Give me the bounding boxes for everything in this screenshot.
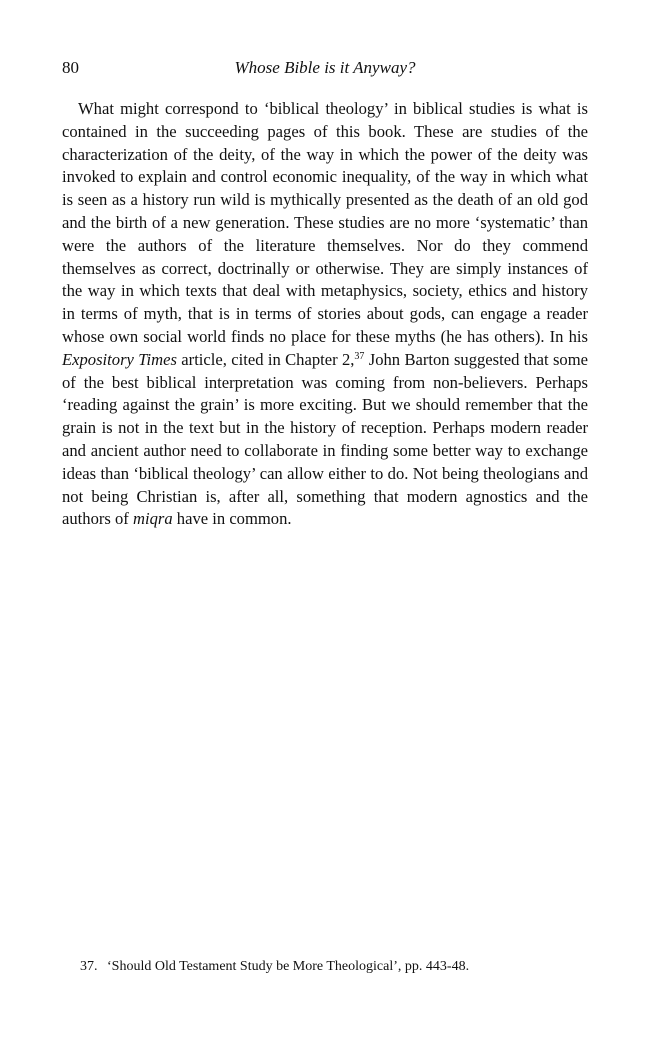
body-text-segment: have in common. <box>172 509 292 529</box>
italic-expository-times: Expository Times <box>62 349 177 369</box>
footnote-number: 37. <box>80 959 98 974</box>
body-paragraph <box>62 98 588 531</box>
body-text-segment: What might correspond to ‘biblical theology’ in biblical studies is what is contained in the succeeding pages of this book. These are studies of the characterization of the deity, of the way in which the power of the deity was invoked to explain and control economic inequality, of the way in which what is seen as a history run wild is mythically presented as the death of an old god and the birth of a new generation. These studies are no more ‘systematic’ than were the authors of the literature themselves. Nor do they commend themselves as correct, doctrinally or otherwise. They are simply instances of the way in which texts that deal with metaphysics, society, ethics and history in terms of myth, that is in terms of stories about gods, can engage a reader whose own social world finds no place for these myths (he has others). In his <box>62 99 588 346</box>
italic-miqra: miqra <box>132 509 173 529</box>
footnote-reference: 37 <box>354 350 365 362</box>
footnote-text: ‘Should Old Testament Study be More Theological’, pp. 443-48. <box>107 959 470 974</box>
page-number: 80 <box>62 58 79 77</box>
body-text-segment: John Barton suggested that some of the best biblical interpretation was coming from non-believers. Perhaps ‘reading against the grain’ is more exciting. But we should remember that the grain is not in the text but in the history of reception. Perhaps modern reader and ancient author need to collaborate in finding some better way to exchange ideas than ‘biblical theology’ can allow either to do. Not being theologians and not being Christian is, after all, something that modern agnostics and the authors of <box>62 349 588 529</box>
running-title: Whose Bible is it Anyway? <box>234 58 416 77</box>
page-header <box>62 58 588 82</box>
body-text-segment: article, cited in Chapter 2, <box>176 349 355 369</box>
footnote <box>80 958 590 976</box>
